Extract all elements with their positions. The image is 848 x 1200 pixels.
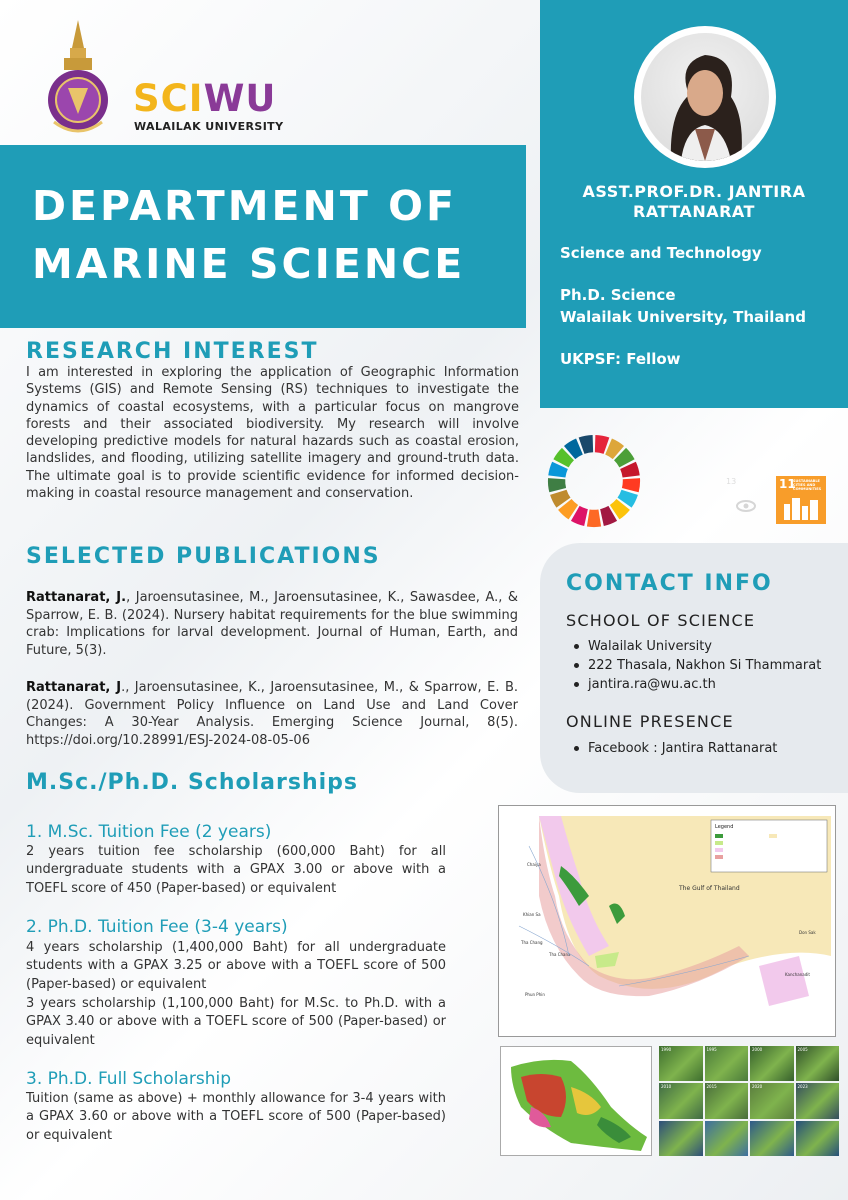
profile-ukpsf: UKPSF: Fellow xyxy=(560,350,681,368)
satellite-tile xyxy=(705,1083,749,1118)
contact-university: Walailak University xyxy=(574,637,821,656)
satellite-year-label: 2020 xyxy=(752,1084,763,1090)
satellite-year-label: 1990 xyxy=(661,1047,672,1052)
logo-subtitle: WALAILAK UNIVERSITY xyxy=(134,120,284,133)
nursery-habitat-map xyxy=(498,805,836,1037)
profile-degree: Ph.D. Science xyxy=(560,286,676,304)
scholarship-text-3: Tuition (same as above) + monthly allowance for 3-4 years with a GPAX 3.60 or above with a TOEFL score of 500 (Paper-based) or equivalent xyxy=(26,1091,446,1143)
research-text: I am interested in exploring the application of Geographic Information Systems (GIS) and Remote Sensing (RS) techniques to investigate the dynamics of coastal ecosystems, with a particular focus on mangrove forests and their associated biodiversity. My research will involve developing predictive models for natural hazards such as coastal erosion, landslides, and flooding, utilizing satellite imagery and ground-truth data. The ultimate goal is to provide scientific evidence for informed decision-making in coastal resource management and conservation. xyxy=(26,365,519,502)
sdg-wheel-segment xyxy=(622,478,640,492)
satellite-tile xyxy=(705,1046,749,1081)
profile-name: ASST.PROF.DR. JANTIRA RATTANARAT xyxy=(582,182,806,221)
online-presence-heading: ONLINE PRESENCE xyxy=(566,712,734,731)
title-line-1: DEPARTMENT OF xyxy=(32,182,457,230)
map-place-label: Kanchanadit xyxy=(785,972,810,977)
satellite-year-label: 2000 xyxy=(752,1047,763,1052)
profile-photo xyxy=(641,33,769,161)
satellite-tile xyxy=(659,1083,703,1118)
publications-heading: SELECTED PUBLICATIONS xyxy=(26,544,381,569)
map-legend-title: Legend xyxy=(715,824,734,830)
satellite-year-label: 2023 xyxy=(797,1084,808,1090)
university-seal-logo xyxy=(40,18,116,146)
page-title xyxy=(32,177,465,293)
map-place-label: Chaiya xyxy=(527,862,541,867)
satellite-image-grid xyxy=(659,1046,839,1156)
satellite-tile xyxy=(659,1046,703,1081)
scholarships-heading: M.Sc./Ph.D. Scholarships xyxy=(26,770,358,795)
scholarship-text-2: 4 years scholarship (1,400,000 Baht) for all undergraduate students with a GPAX 3.25 or above with a TOEFL score of 500 (Paper-based) or equivalent xyxy=(26,940,446,992)
facebook-link[interactable]: Facebook : Jantira Rattanarat xyxy=(574,739,777,758)
sdg-faded-number: 13 xyxy=(726,477,737,486)
sdg-wheel-segment xyxy=(587,509,601,527)
scholarship-title-2: 2. Ph.D. Tuition Fee (3-4 years) xyxy=(26,917,288,937)
satellite-tile xyxy=(705,1121,749,1156)
profile-field: Science and Technology xyxy=(560,244,762,262)
map-place-label: Don Sak xyxy=(799,930,816,935)
scholarship-text-2b: 3 years scholarship (1,100,000 Baht) for M.Sc. to Ph.D. with a GPAX 3.40 or above with a TOEFL score of 500 (Paper-based) or equivalent xyxy=(26,996,446,1048)
sdg-faded-icons xyxy=(722,472,768,520)
satellite-tile xyxy=(659,1121,703,1156)
map-gulf-label: The Gulf of Thailand xyxy=(679,885,740,892)
sdg-wheel-icon xyxy=(546,433,642,529)
publication-item xyxy=(26,589,518,659)
map-place-label: Khian Sa xyxy=(523,912,541,917)
profile-panel xyxy=(540,0,848,408)
satellite-year-label: 1995 xyxy=(706,1047,717,1052)
sdg-11-icon xyxy=(776,476,826,524)
land-use-map xyxy=(500,1046,652,1156)
map-place-label: Tha Chana xyxy=(549,952,571,957)
profile-university: Walailak University, Thailand xyxy=(560,308,806,326)
contact-list xyxy=(574,637,821,694)
map-place-label: Phun Phin xyxy=(525,992,545,997)
publication-text: ., Jaroensutasinee, K., Jaroensutasinee, M., & Sparrow, E. B. (2024). Government Policy Influence on Land Use and Land Cover Changes: A 30-Year Analysis. Emerging Science Journal, 8(5). https://doi.org/10.28991/ESJ-2024-08-05-06 xyxy=(26,680,519,748)
logo-wu: WU xyxy=(203,77,277,120)
publication-author: Rattanarat, J. xyxy=(26,590,127,605)
contact-heading: CONTACT INFO xyxy=(566,571,773,596)
publication-author: Rattanarat, J xyxy=(26,680,122,695)
satellite-tile xyxy=(750,1046,794,1081)
scholarship-text-1: 2 years tuition fee scholarship (600,000 Baht) for all undergraduate students with a GPAX 3.00 or above with a TOEFL score of 450 (Paper-based) or equivalent xyxy=(26,844,446,896)
satellite-tile xyxy=(796,1121,840,1156)
contact-address: 222 Thasala, Nakhon Si Thammarat xyxy=(574,656,821,675)
sdg-11-number: 11 xyxy=(779,477,796,491)
satellite-year-label: 2005 xyxy=(797,1047,808,1052)
scholarship-title-3: 3. Ph.D. Full Scholarship xyxy=(26,1069,232,1089)
title-banner xyxy=(0,145,526,328)
satellite-year-label: 2015 xyxy=(706,1084,717,1090)
publication-item xyxy=(26,679,518,749)
satellite-tile xyxy=(796,1046,840,1081)
scholarship-title-1: 1. M.Sc. Tuition Fee (2 years) xyxy=(26,822,272,842)
satellite-tile xyxy=(750,1121,794,1156)
sciwu-logo xyxy=(133,77,277,120)
publication-text: , Jaroensutasinee, M., Jaroensutasinee, K., Sawasdee, A., & Sparrow, E. B. (2024). Nursery habitat requirements for the blue swimming crab: Implications for larval development. Journal of Human, Earth, and Future, 5(3). xyxy=(26,590,519,658)
satellite-tile xyxy=(796,1083,840,1118)
sdg-11-label: SUSTAINABLE CITIES AND COMMUNITIES xyxy=(793,479,822,491)
sdg-wheel-segment xyxy=(548,478,566,492)
satellite-tile xyxy=(750,1083,794,1118)
contact-school: SCHOOL OF SCIENCE xyxy=(566,611,756,630)
logo-sci: SCI xyxy=(133,77,204,120)
map-place-label: Tha Chang xyxy=(521,940,543,945)
research-heading: RESEARCH INTEREST xyxy=(26,339,319,364)
contact-email-link[interactable]: jantira.ra@wu.ac.th xyxy=(574,675,821,694)
profile-photo-frame xyxy=(634,26,776,168)
satellite-year-label: 2010 xyxy=(661,1084,672,1090)
online-list xyxy=(574,739,777,758)
title-line-2: MARINE SCIENCE xyxy=(32,240,466,288)
